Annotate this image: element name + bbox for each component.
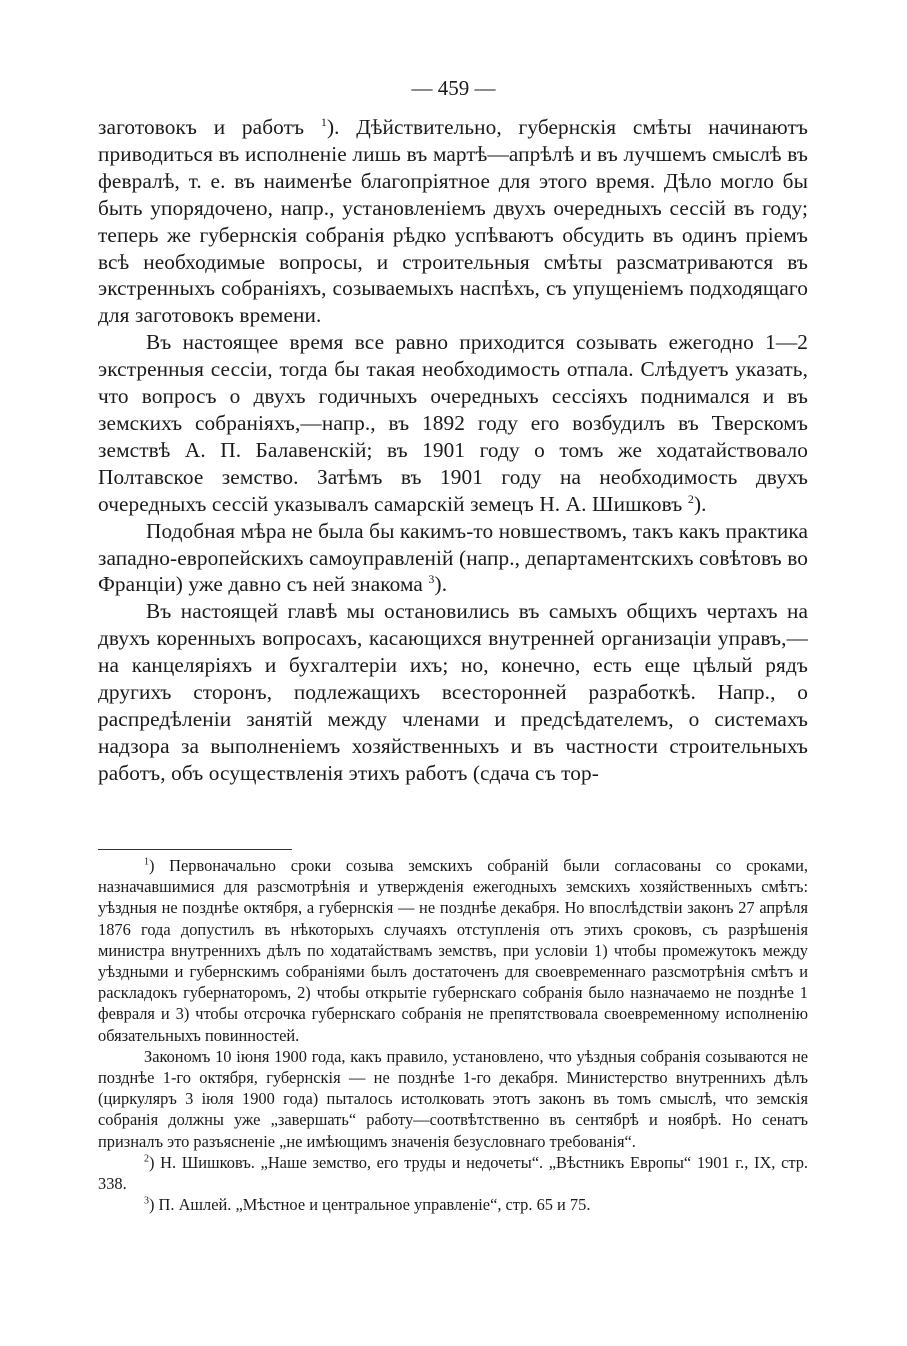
footnote-3: $^3$) П. Ашлей. „Мѣстное и центральное управленіе“, стр. 65 и 75.: [144, 1195, 591, 1215]
footnote-2: $^2$) Н. Шишковъ. „Наше земство, его труды и недочеты“. „Вѣстникъ Европы“ 1901 г., IX, стр. 338.: [98, 1152, 808, 1194]
footnote-mark-3: 3: [144, 1195, 149, 1207]
paragraph-2: Въ настоящее время все равно приходится созывать ежегодно 1—2 экстренныя сессіи, тогда бы такая необходимость отпала. Слѣдуетъ указать, что вопросъ о двухъ годичныхъ очередныхъ сессіяхъ поднимался и въ земскихъ собраніяхъ,—напр., въ 1892 году его возбудилъ въ Тверскомъ земствѣ А. П. Балавенскій; въ 1901 году о томъ же ходатайствовало Полтавское земство. Затѣмъ въ 1901 году на необходимость двухъ очередныхъ сессій указывалъ самарскій земецъ Н. А. Шишковъ $^2$).: [98, 330, 808, 516]
footnote-mark-2: 2: [144, 1153, 149, 1165]
page-number: — 459 —: [411, 76, 496, 100]
footnote-divider: [98, 849, 292, 850]
footnote-1-continuation: Закономъ 10 іюня 1900 года, какъ правило, установлено, что уѣздныя собранія созываются не позднѣе 1-го октября, губернскія — не позднѣе 1-го декабря. Министерство внутреннихъ дѣлъ (циркуляръ 3 іюля 1900 года) пыталось истолковать этотъ законъ въ томъ смыслѣ, что земскія собранія должны уже „завершать“ работу—соотвѣтственно въ сентябрѣ и ноябрѣ. Но сенатъ призналъ это разъясненіе „не имѣющимъ значенія безусловнаго требованія“.: [98, 1046, 808, 1151]
main-text: [98, 114, 808, 787]
footnote-1: $^1$) Первоначально сроки созыва земскихъ собраній были согласованы со сроками, назначавшимися для разсмотрѣнія и утвержденія ежегодныхъ земскихъ хозяйственныхъ смѣтъ: уѣздныя не позднѣе октября, а губернскія — не позднѣе декабря. Но впослѣдствіи законъ 27 апрѣля 1876 года допустилъ въ нѣкоторыхъ случаяхъ отступленія отъ этихъ сроковъ, съ разрѣшенія министра внутреннихъ дѣлъ по ходатайствамъ земствъ, при условіи 1) чтобы промежутокъ между уѣздными и губернскимъ собраніями былъ достаточенъ для своевременнаго разсмотрѣнія смѣтъ и раскладокъ губернаторомъ, 2) чтобы открытіе губернскаго собранія было назначаемо не позднѣе 1 февраля и 3) чтобы отсрочка губернскаго собранія не препятствовала своевременному исполненію обязательныхъ повинностей.: [98, 856, 808, 1045]
paragraph-1: заготовокъ и работъ $^1$). Дѣйствительно, губернскія смѣты начинаютъ приводиться въ исполненіе лишь въ мартѣ—апрѣлѣ и въ лучшемъ смыслѣ въ февралѣ, т. е. въ наименѣе благопріятное для этого время. Дѣло могло бы быть упорядочено, напр., установленіемъ двухъ очередныхъ сессій въ году; теперь же губернскія собранія рѣдко успѣваютъ обсудить въ одинъ пріемъ всѣ необходимые вопросы, и строительныя смѣты разсматриваются въ экстренныхъ собраніяхъ, созываемыхъ наспѣхъ, съ упущеніемъ подходящаго для заготовокъ времени.: [98, 114, 808, 328]
paragraph-4: Въ настоящей главѣ мы остановились въ самыхъ общихъ чертахъ на двухъ коренныхъ вопросахъ, касающихся внутренней организаціи управъ,—на канцеляріяхъ и бухгалтеріи ихъ; но, конечно, есть еще цѣлый рядъ другихъ сторонъ, подлежащихъ всесторонней разработкѣ. Напр., о распредѣленіи занятій между членами и предсѣдателемъ, о системахъ надзора за выполненіемъ хозяйственныхъ и въ частности строительныхъ работъ, объ осуществленія этихъ работъ (сдача съ тор-: [98, 599, 808, 785]
footnote-mark-1: 1: [144, 856, 149, 868]
footnote-ref-1[interactable]: 1: [320, 114, 327, 129]
footnote-ref-3[interactable]: 3: [428, 572, 435, 587]
paragraph-3: Подобная мѣра не была бы какимъ-то новшествомъ, такъ какъ практика западно-европейскихъ самоуправленій (напр., департаментскихъ совѣтовъ во Франціи) уже давно съ ней знакома $^3$).: [98, 518, 808, 597]
footnote-ref-2[interactable]: 2: [687, 491, 694, 506]
footnotes: [98, 855, 808, 1215]
